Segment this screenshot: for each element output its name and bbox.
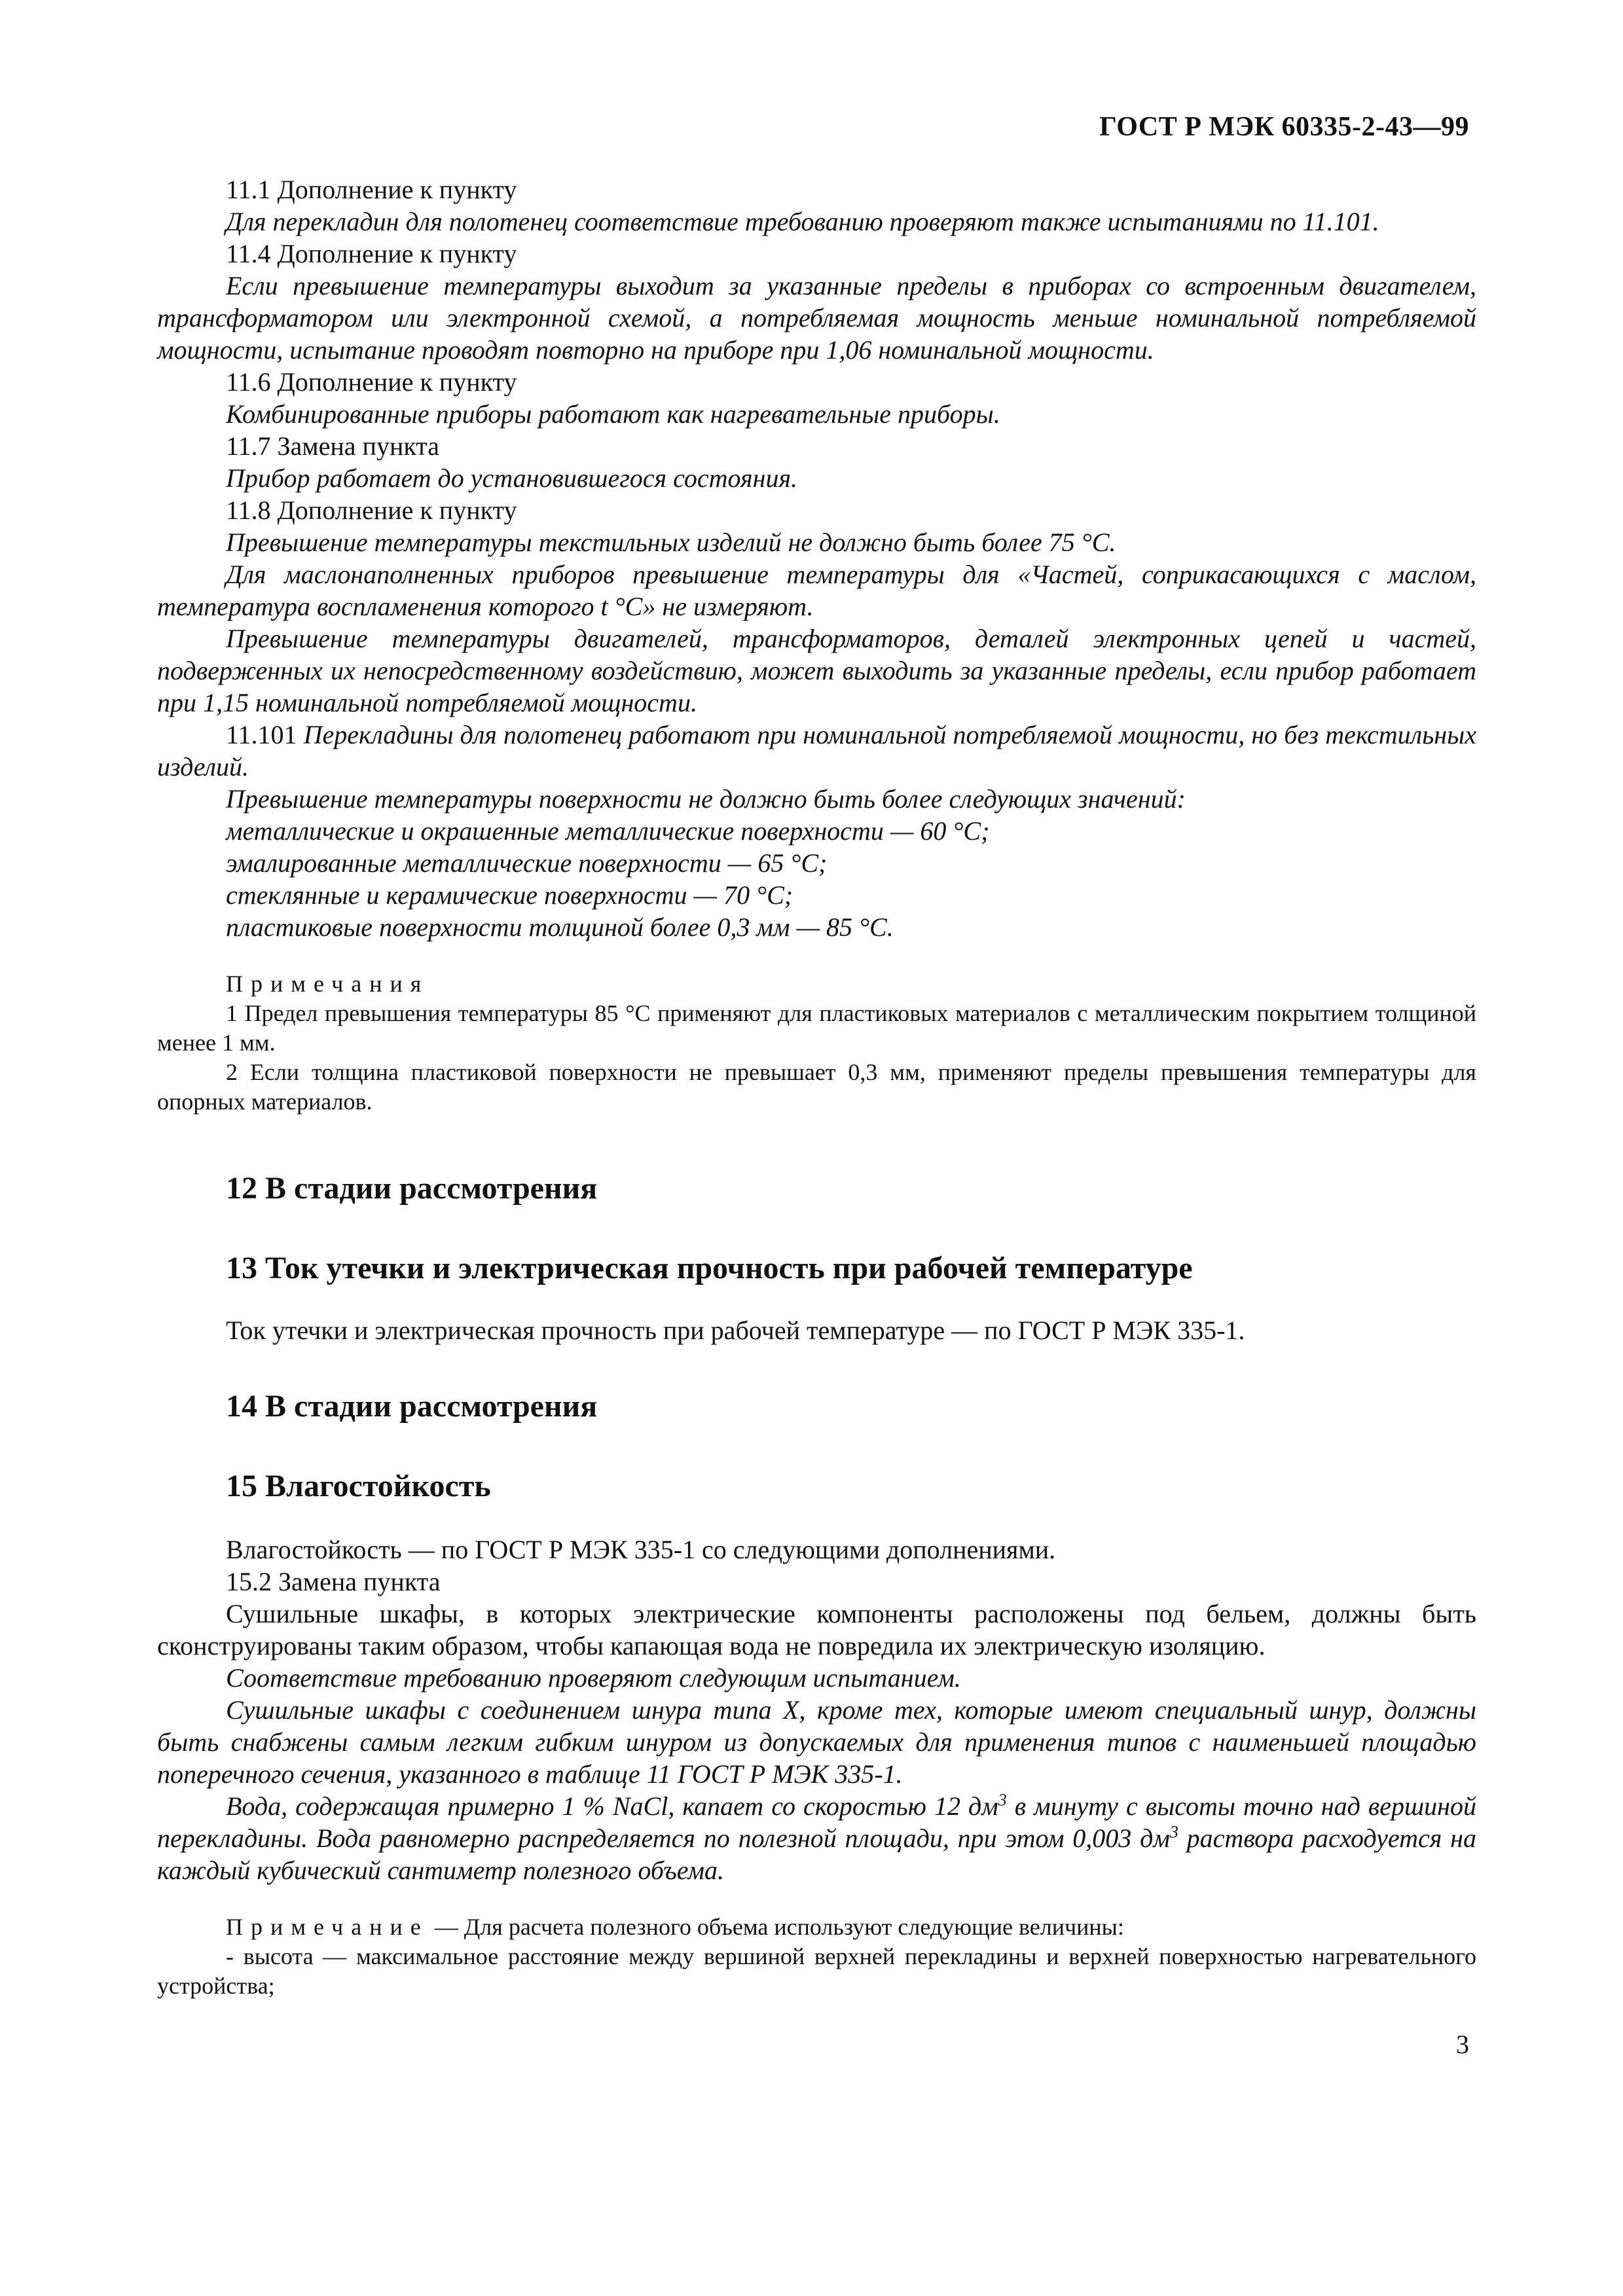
paragraph: 11.8 Дополнение к пункту [226,495,517,525]
paragraph: 11.7 Замена пункта [226,431,439,461]
paragraph: Превышение температуры двигателей, трансформаторов, деталей электронных цепей и частей, подверженных их непосредственному воздействию, может выходить за указанные пределы, если прибор работает при 1,15 номинальной потребляемой мощности. [157,624,1476,717]
limit-item: пластиковые поверхности толщиной более 0,3 мм — 85 °С. [226,912,894,942]
paragraph: 15.2 Замена пункта [226,1567,441,1596]
limit-item: металлические и окрашенные металлические поверхности — 60 °С; [226,816,990,846]
paragraph: Превышение температуры текстильных изделий не должно быть более 75 °С. [226,528,1116,557]
section-14-heading: 14 В стадии рассмотрения [226,1389,598,1424]
clause-11-101-text: Перекладины для полотенец работают при номинальной потребляемой мощности, но без текстильных изделий. [157,720,1476,781]
paragraph: Прибор работает до установившегося состояния. [226,463,798,493]
paragraph: Сушильные шкафы с соединением шнура типа X, кроме тех, которые имеют специальный шнур, должны быть снабжены самым легким гибким шнуром из допускаемых для применения типов с наименьшей площадью поперечного сечения, указанного в таблице 11 ГОСТ Р МЭК 335-1. [157,1695,1476,1789]
paragraph: 11.1 Дополнение к пункту [226,175,517,204]
limit-item: Превышение температуры поверхности не должно быть более следующих значений: [226,784,1186,814]
section-15-block [157,1534,1476,1790]
paragraph: 11.6 Дополнение к пункту [226,367,517,397]
paragraph: Соответствие требованию проверяют следующим испытанием. [226,1663,961,1693]
notes-label: Примечания [226,971,429,997]
water-test-paragraph: Вода, содержащая примерно 1 % NaCl, капает со скоростью 12 $дм^3$ в минуту с высоты точно над вершиной перекладины. Вода равномерно распределяется по полезной площади, при этом 0,003 $дм^3$ раствора расходуется на каждый кубический сантиметр полезного объема. [157,1790,1476,1885]
paragraph: 11.4 Дополнение к пункту [226,239,517,268]
paragraph: Комбинированные приборы работают как нагревательные приборы. [226,399,1000,429]
notes-list [157,999,1476,1117]
limit-item: эмалированные металлические поверхности — 65 °С; [226,848,828,878]
section-13-heading: 13 Ток утечки и электрическая прочность при рабочей температуре [226,1251,1193,1285]
clause-11-101 [157,719,1476,783]
paragraph: Если превышение температуры выходит за указанные пределы в приборах со встроенным двигателем, трансформатором или электронной схемой, а потребляемая мощность меньше номинальной потребляемой мощности, испытание проводят повторно на приборе при 1,06 номинальной мощности. [157,271,1476,365]
section-13-body: Ток утечки и электрическая прочность при рабочей температуре — по ГОСТ Р МЭК 335-1. [226,1316,1245,1345]
page-content [157,173,1476,2001]
final-note-item: - высота — максимальное расстояние между вершиной верхней перекладины и верхней поверхностью нагревательного устройства; [157,1943,1476,1999]
paragraph: Сушильные шкафы, в которых электрические компоненты расположены под бельем, должны быть сконструированы таким образом, чтобы капающая вода не повредила их электрическую изоляцию. [157,1599,1476,1660]
final-note-text: — Для расчета полезного объема используют следующие величины: [428,1914,1124,1940]
section-15-heading: 15 Влагостойкость [226,1469,491,1503]
note-item: 2 Если толщина пластиковой поверхности не превышает 0,3 мм, применяют пределы превышения температуры для опорных материалов. [157,1059,1476,1115]
temperature-limits-list [157,783,1476,943]
clause-11-block [157,173,1476,719]
section-12-heading: 12 В стадии рассмотрения [226,1171,598,1206]
clause-11-101-number: 11.101 [226,720,297,749]
final-note [157,1912,1476,1942]
paragraph: Для маслонаполненных приборов превышение температуры для «Частей, соприкасающихся с маслом, температура воспламенения которого t °С» не измеряют. [157,560,1476,621]
paragraph: Для перекладин для полотенец соответствие требованию проверяют также испытаниями по 11.101. [226,207,1379,236]
paragraph: Влагостойкость — по ГОСТ Р МЭК 335-1 со следующими дополнениями. [226,1535,1056,1564]
note-item: 1 Предел превышения температуры 85 °С применяют для пластиковых материалов с металлическим покрытием толщиной менее 1 мм. [157,1000,1476,1056]
document-header: ГОСТ Р МЭК 60335-2-43—99 [1099,112,1469,142]
final-note-label: Примечание [226,1914,429,1940]
page-number: 3 [1456,2030,1469,2059]
limit-item: стеклянные и керамические поверхности — 70 °С; [226,880,793,910]
